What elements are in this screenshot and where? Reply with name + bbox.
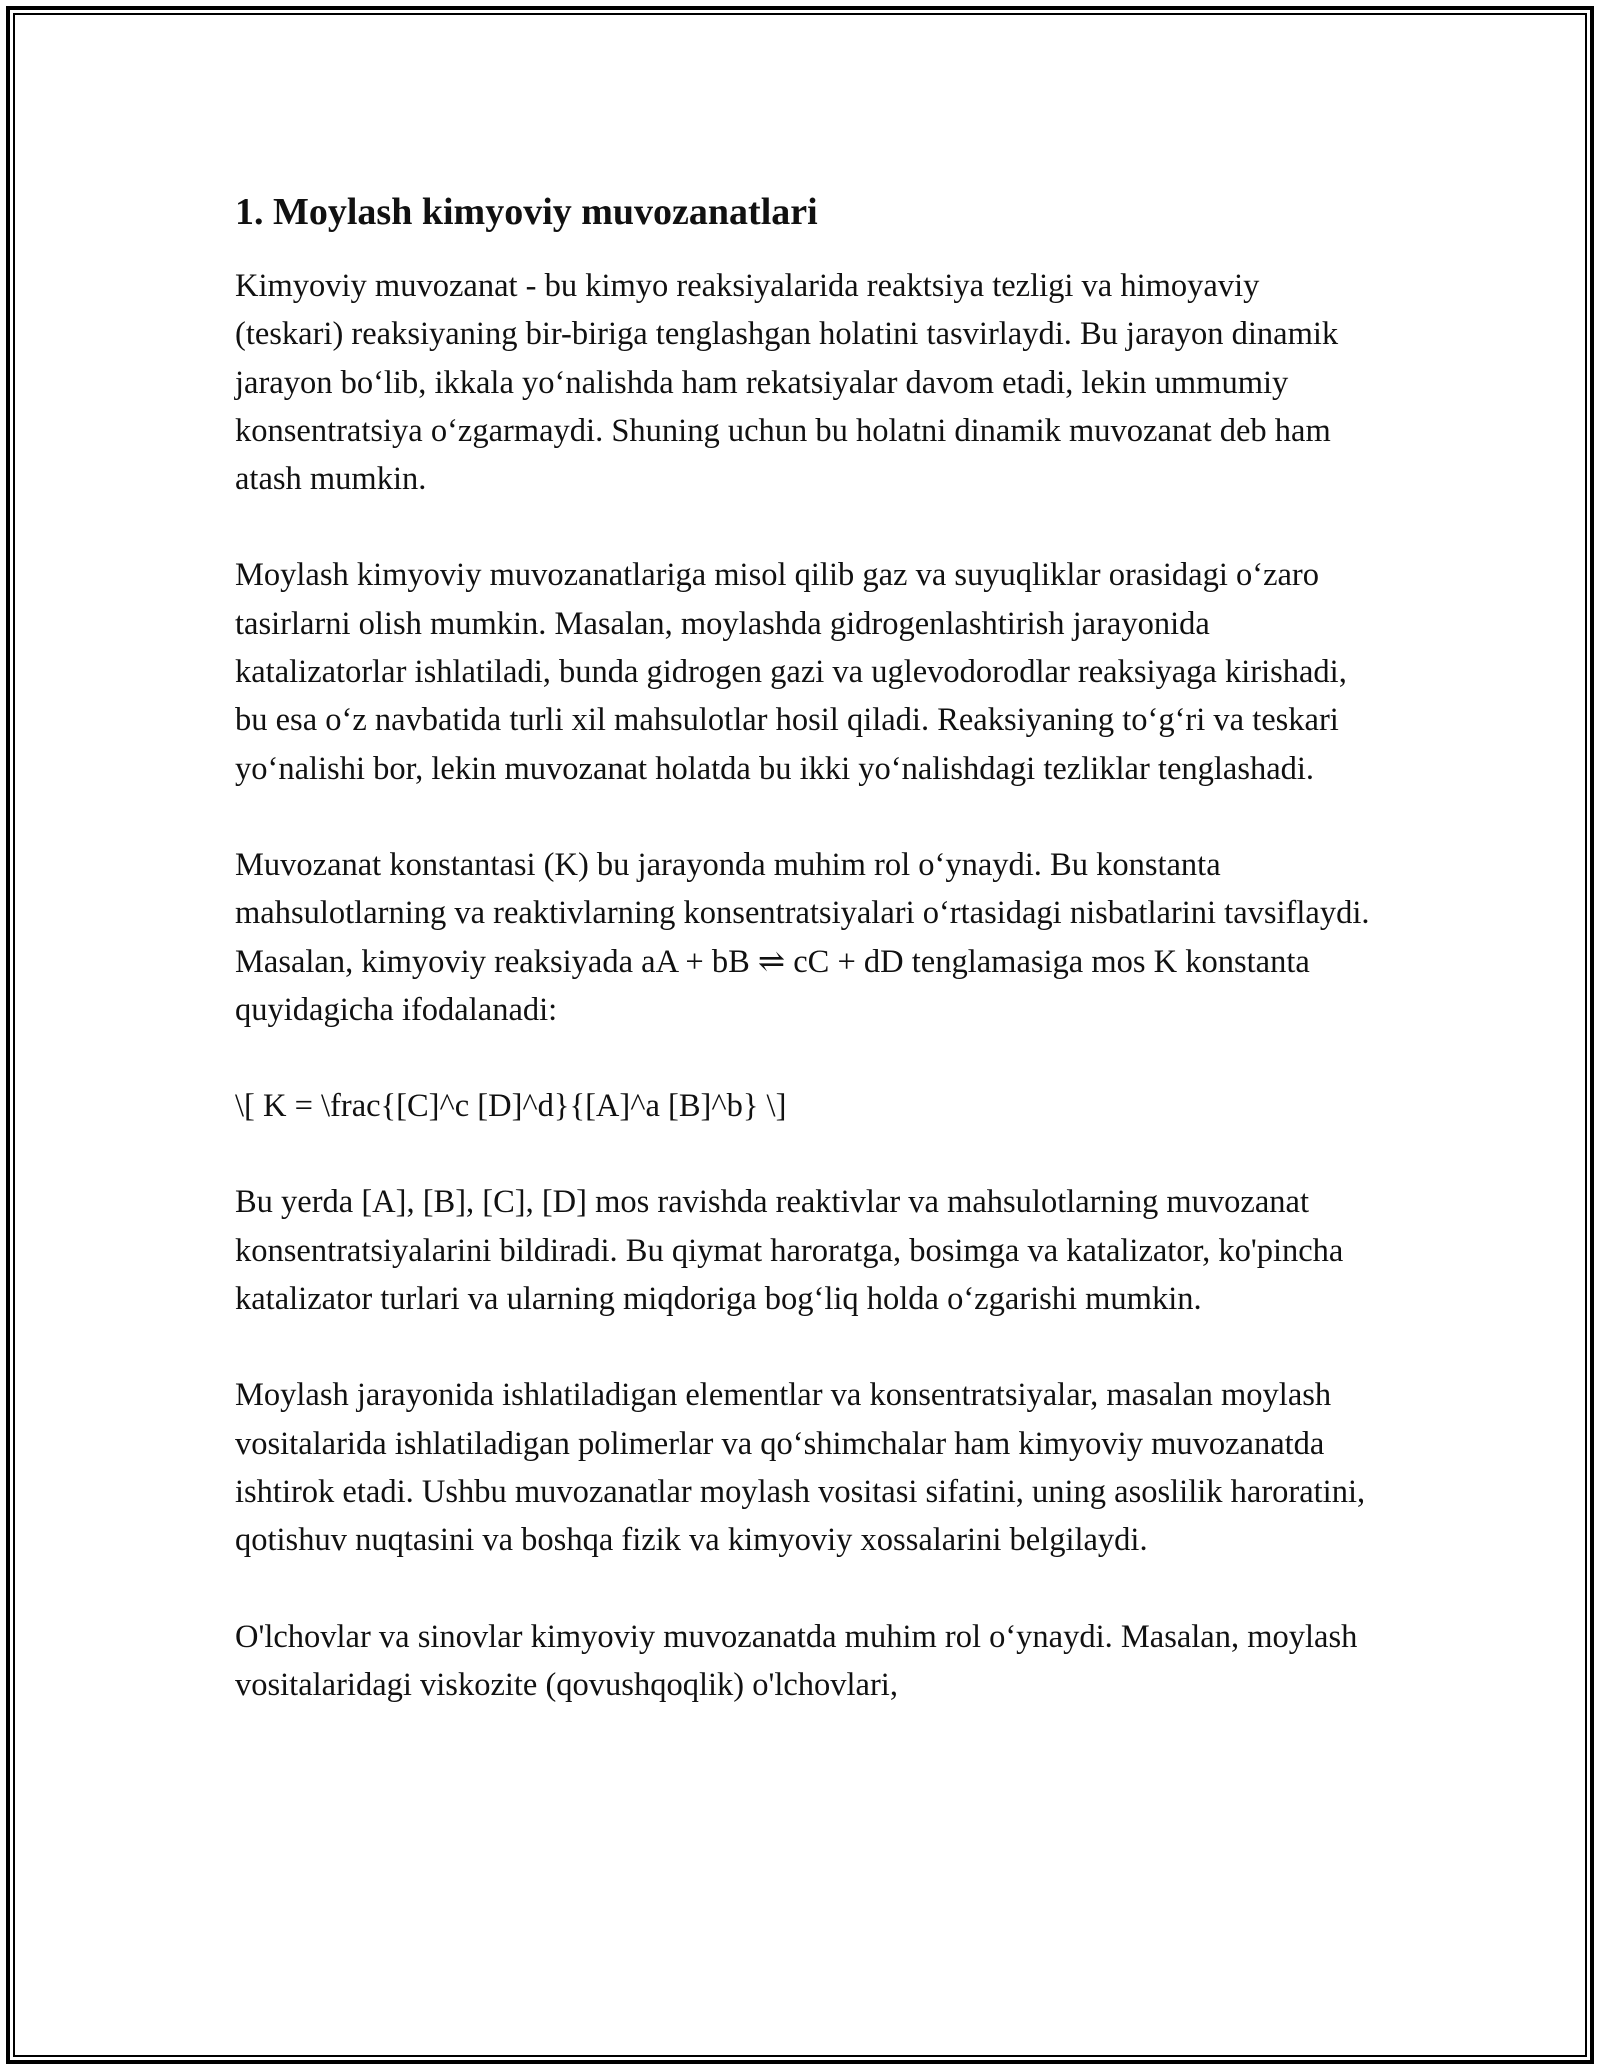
paragraph-3: Muvozanat konstantasi (K) bu jarayonda muhim rol o‘ynaydi. Bu konstanta mahsulotlarning va reaktivlarning konsentratsiyalari o‘rtasidagi nisbatlarini tavsiflaydi. Masalan, kimyoviy reaksiyada aA + bB ⇌ cC + dD tenglamasiga mos K konstanta quyidagicha ifodalanadi: xyxy=(235,846,1370,1028)
document-page xyxy=(235,188,1375,1757)
equation-line: \[ K = \frac{[C]^c [D]^d}{[A]^a [B]^b} \] xyxy=(235,1088,787,1125)
paragraph-2: Moylash kimyoviy muvozanatlariga misol qilib gaz va suyuqliklar orasidagi o‘zaro tasirlarni olish mumkin. Masalan, moylashda gidrogenlashtirish jarayonida katalizatorlar ishlatiladi, bunda gidrogen gazi va uglevodorodlar reaksiyaga kirishadi, bu esa o‘z navbatida turli xil mahsulotlar hosil qiladi. Reaksiyaning to‘g‘ri va teskari yo‘nalishi bor, lekin muvozanat holatda bu ikki yo‘nalishdagi tezliklar tenglashadi. xyxy=(235,557,1347,787)
paragraph-1: Kimyoviy muvozanat - bu kimyo reaksiyalarida reaktsiya tezligi va himoyaviy (teskari) reaksiyaning bir-biriga tenglashgan holatini tasvirlaydi. Bu jarayon dinamik jarayon bo‘lib, ikkala yo‘nalishda ham rekatsiyalar davom etadi, lekin ummumiy konsentratsiya o‘zgarmaydi. Shuning uchun bu holatni dinamik muvozanat deb ham atash mumkin. xyxy=(235,268,1339,498)
section-heading: 1. Moylash kimyoviy muvozanatlari xyxy=(235,191,818,233)
paragraph-4: Bu yerda [A], [B], [C], [D] mos ravishda reaktivlar va mahsulotlarning muvozanat konsentratsiyalarini bildiradi. Bu qiymat haroratga, bosimga va katalizator, ko'pincha katalizator turlari va ularning miqdoriga bog‘liq holda o‘zgarishi mumkin. xyxy=(235,1184,1344,1318)
paragraph-6: O'lchovlar va sinovlar kimyoviy muvozanatda muhim rol o‘ynaydi. Masalan, moylash vositalaridagi viskozite (qovushqoqlik) o'lchovlari, xyxy=(235,1618,1358,1703)
paragraph-5: Moylash jarayonida ishlatiladigan elementlar va konsentratsiyalar, masalan moylash vositalarida ishlatiladigan polimerlar va qo‘shimchalar ham kimyoviy muvozanatda ishtirok etadi. Ushbu muvozanatlar moylash vositasi sifatini, uning asoslilik haroratini, qotishuv nuqtasini va boshqa fizik va kimyoviy xossalarini belgilaydi. xyxy=(235,1377,1366,1559)
